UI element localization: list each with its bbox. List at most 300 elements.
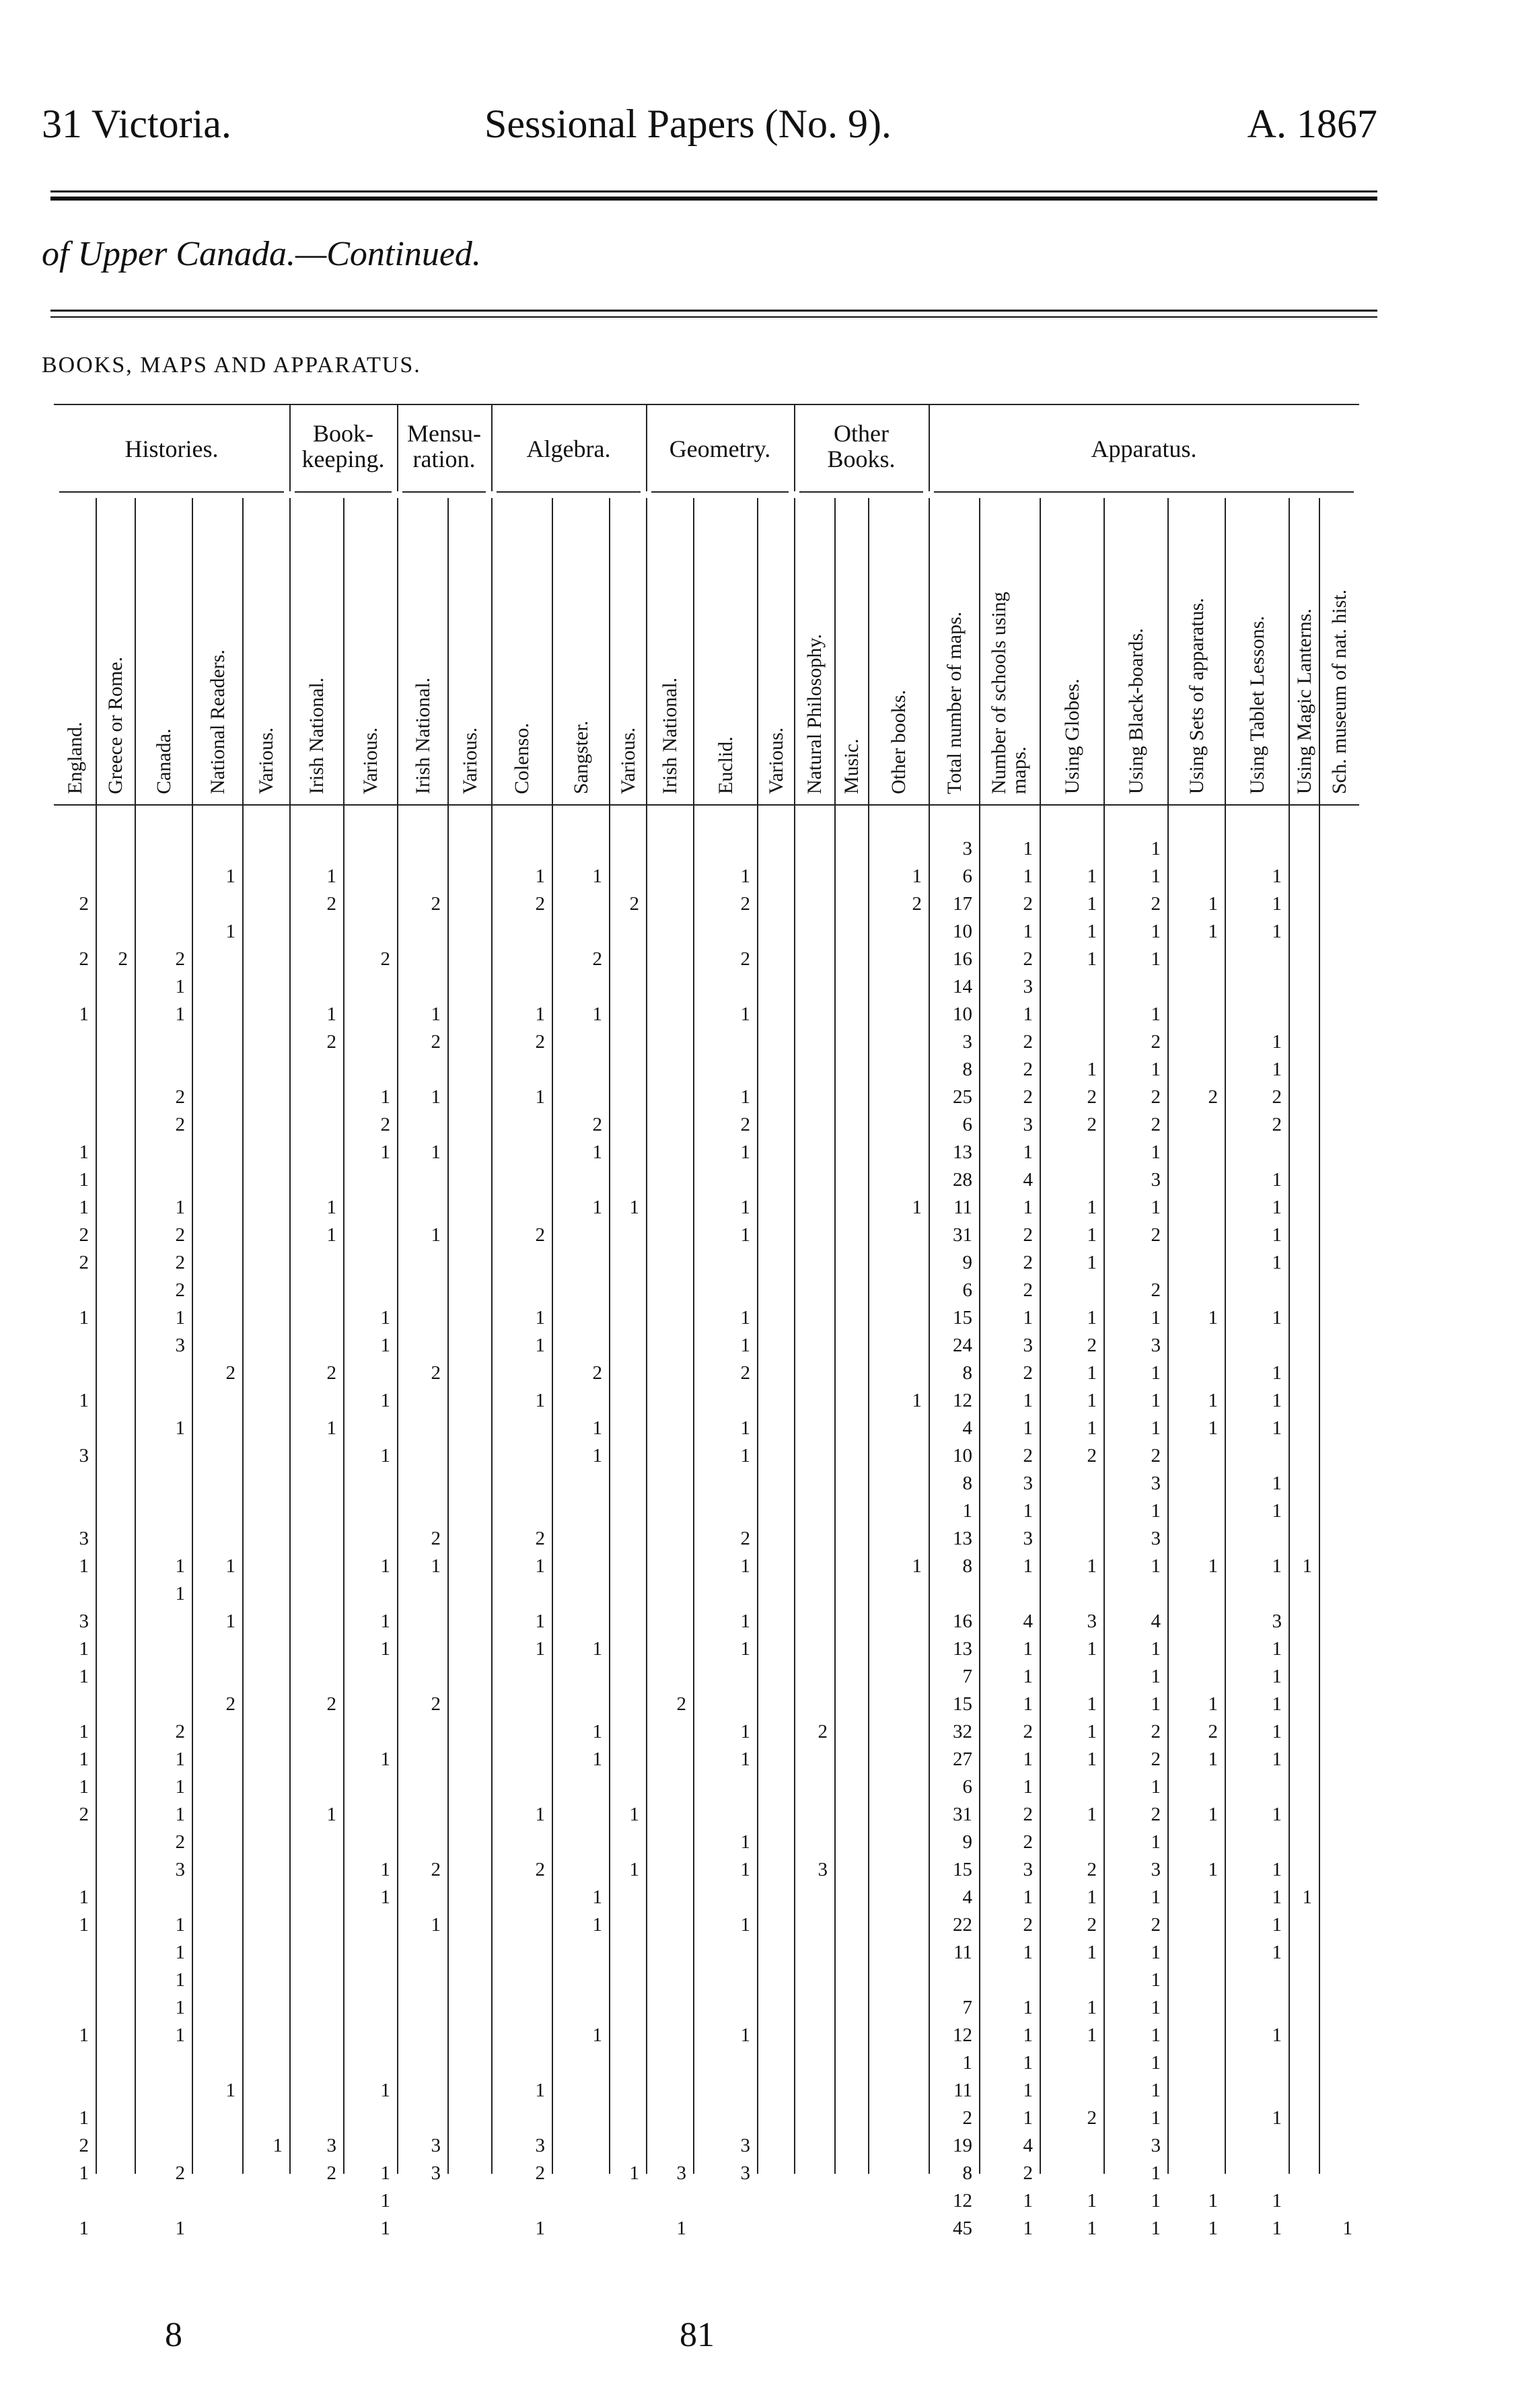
table-cell: 2 xyxy=(740,1114,750,1135)
table-cell: 1 xyxy=(1023,2218,1033,2239)
table-cell: 2 xyxy=(1023,1721,1033,1742)
table-cell: 1 xyxy=(175,1417,185,1439)
group-heading: Mensu- ration. xyxy=(407,420,481,472)
table-cell: 1 xyxy=(1151,2218,1161,2239)
column-heading: Using Tablet Lessons. xyxy=(1245,616,1268,794)
table-cell: 1 xyxy=(1151,1886,1161,1908)
table-cell: 2 xyxy=(535,1031,545,1053)
table-cell: 1 xyxy=(592,1141,602,1163)
table-cell: 1 xyxy=(592,1417,602,1439)
table-cell: 1 xyxy=(1151,1362,1161,1384)
table-cell: 1 xyxy=(1023,1942,1033,1963)
table-cell: 2 xyxy=(535,2162,545,2184)
table-cell: 1 xyxy=(175,1583,185,1604)
header-center: Sessional Papers (No. 9). xyxy=(484,102,892,146)
table-cell: 1 xyxy=(1151,1500,1161,1522)
table-cell: 2 xyxy=(1023,948,1033,970)
table-cell: 1 xyxy=(535,1086,545,1108)
table-cell: 2 xyxy=(1151,893,1161,915)
table-cell: 3 xyxy=(79,1528,89,1549)
column-heading: Natural Philosophy. xyxy=(803,633,826,794)
table-cell: 1 xyxy=(380,1445,390,1466)
table-cell: 2 xyxy=(175,1279,185,1301)
table-cell: 1 xyxy=(79,1390,89,1411)
column-heading: Various. xyxy=(255,727,277,794)
table-cell: 2 xyxy=(1151,1748,1161,1770)
table-cell: 2 xyxy=(740,1528,750,1549)
table-cell: 1 xyxy=(740,1417,750,1439)
table-cell: 1 xyxy=(1208,1693,1218,1715)
table-cell: 2 xyxy=(1023,893,1033,915)
header-left: 31 Victoria. xyxy=(42,102,231,146)
table-cell: 22 xyxy=(953,1914,972,1936)
table-cell: 2 xyxy=(1087,1086,1097,1108)
table-cell: 1 xyxy=(431,1555,441,1577)
table-cell: 2 xyxy=(1151,1914,1161,1936)
table-cell: 2 xyxy=(912,893,922,915)
table-cell: 2 xyxy=(1151,1279,1161,1301)
table-cell: 1 xyxy=(740,1748,750,1770)
table-cell: 1 xyxy=(740,1914,750,1936)
table-cell: 1 xyxy=(592,1721,602,1742)
group-divider xyxy=(397,404,398,491)
table-cell: 2 xyxy=(1272,1086,1282,1108)
table-cell: 3 xyxy=(175,1859,185,1880)
column-divider xyxy=(1289,498,1290,2174)
table-cell: 1 xyxy=(629,1804,639,1825)
table-cell: 1 xyxy=(1087,1224,1097,1246)
table-cell: 1 xyxy=(535,1804,545,1825)
table-cell: 1 xyxy=(1087,1804,1097,1825)
table-cell: 2 xyxy=(175,1721,185,1742)
table-cell: 1 xyxy=(1023,1638,1033,1660)
table-cell: 7 xyxy=(962,1997,972,2018)
table-cell: 1 xyxy=(740,1721,750,1742)
table-cell: 1 xyxy=(1151,2190,1161,2211)
table-cell: 1 xyxy=(1087,1942,1097,1963)
table-cell: 1 xyxy=(175,1003,185,1025)
table-cell: 1 xyxy=(1272,1169,1282,1191)
table-cell: 2 xyxy=(1087,1914,1097,1936)
table-cell: 1 xyxy=(535,1003,545,1025)
table-cell: 1 xyxy=(1272,893,1282,915)
table-cell: 1 xyxy=(175,1942,185,1963)
table-cell: 14 xyxy=(953,976,972,997)
column-heading: Using Magic Lanterns. xyxy=(1293,608,1315,794)
table-cell: 3 xyxy=(1023,1114,1033,1135)
table-cell: 2 xyxy=(740,893,750,915)
table-cell: 1 xyxy=(1272,1307,1282,1329)
table-cell: 1 xyxy=(175,976,185,997)
table-cell: 1 xyxy=(380,1086,390,1108)
column-heading: England. xyxy=(64,721,86,794)
table-cell: 1 xyxy=(1272,1638,1282,1660)
table-cell: 25 xyxy=(953,1086,972,1108)
table-cell: 1 xyxy=(1151,1969,1161,1991)
table-cell: 1 xyxy=(1023,1997,1033,2018)
table-cell: 2 xyxy=(326,1362,336,1384)
column-divider xyxy=(96,498,97,2174)
column-divider xyxy=(1319,498,1320,2174)
table-cell: 32 xyxy=(953,1721,972,1742)
table-cell: 1 xyxy=(629,2162,639,2184)
column-heading: Number of schools using maps. xyxy=(988,592,1030,794)
table-cell: 1 xyxy=(1272,1252,1282,1273)
table-cell: 1 xyxy=(431,1003,441,1025)
table-cell: 1 xyxy=(912,1555,922,1577)
table-cell: 1 xyxy=(1272,1224,1282,1246)
column-divider xyxy=(192,498,193,2174)
table-cell: 2 xyxy=(1087,1335,1097,1356)
table-cell: 2 xyxy=(326,1031,336,1053)
table-cell: 2 xyxy=(225,1362,235,1384)
table-cell: 8 xyxy=(962,2162,972,2184)
table-cell: 1 xyxy=(1272,1197,1282,1218)
table-cell: 2 xyxy=(175,1086,185,1108)
table-cell: 1 xyxy=(1151,2080,1161,2101)
table-cell: 3 xyxy=(1151,1335,1161,1356)
table-cell: 1 xyxy=(1023,838,1033,859)
group-divider xyxy=(929,404,930,491)
column-divider xyxy=(242,498,244,2174)
column-divider xyxy=(447,498,449,2174)
table-cell: 1 xyxy=(1272,1693,1282,1715)
table-cell: 1 xyxy=(1151,838,1161,859)
table-cell: 1 xyxy=(592,1197,602,1218)
table-cell: 11 xyxy=(953,1942,972,1963)
table-cell: 1 xyxy=(1208,893,1218,915)
table-cell: 1 xyxy=(1151,1307,1161,1329)
table-cell: 1 xyxy=(431,1224,441,1246)
table-cell: 1 xyxy=(1151,1693,1161,1715)
table-cell: 1 xyxy=(592,1748,602,1770)
table-cell: 2 xyxy=(118,948,128,970)
column-divider xyxy=(794,498,795,2174)
table-cell: 1 xyxy=(1023,2052,1033,2074)
column-heading: Music. xyxy=(840,738,863,794)
table-cell: 1 xyxy=(79,2107,89,2129)
table-cell: 1 xyxy=(175,1555,185,1577)
table-cell: 1 xyxy=(79,1307,89,1329)
table-cell: 1 xyxy=(1342,2218,1352,2239)
table-cell: 1 xyxy=(740,1307,750,1329)
table-cell: 1 xyxy=(1272,1721,1282,1742)
table-cell: 1 xyxy=(912,1197,922,1218)
table-cell: 1 xyxy=(1087,1417,1097,1439)
column-heading: Sangster. xyxy=(569,720,592,794)
table-cell: 2 xyxy=(535,1224,545,1246)
table-cell: 1 xyxy=(79,1776,89,1798)
table-cell: 1 xyxy=(1023,1003,1033,1025)
table-cell: 2 xyxy=(962,2107,972,2129)
table-cell: 2 xyxy=(1151,1086,1161,1108)
table-cell: 1 xyxy=(1272,2024,1282,2046)
group-underline xyxy=(59,491,284,493)
table-cell: 2 xyxy=(79,2135,89,2156)
table-cell: 1 xyxy=(592,1445,602,1466)
table-cell: 1 xyxy=(1151,1555,1161,1577)
table-cell: 1 xyxy=(740,2024,750,2046)
table-cell: 1 xyxy=(1272,1390,1282,1411)
table-cell: 1 xyxy=(1023,2024,1033,2046)
table-cell: 1 xyxy=(431,1086,441,1108)
table-cell: 1 xyxy=(740,1197,750,1218)
table-cell: 1 xyxy=(1023,1748,1033,1770)
table-cell: 1 xyxy=(592,1886,602,1908)
table-cell: 2 xyxy=(1023,1914,1033,1936)
table-cell: 4 xyxy=(1023,2135,1033,2156)
table-cell: 2 xyxy=(431,1693,441,1715)
table-cell: 2 xyxy=(79,948,89,970)
table-cell: 1 xyxy=(79,1914,89,1936)
table-cell: 2 xyxy=(1151,1445,1161,1466)
table-cell: 1 xyxy=(1151,865,1161,887)
table-cell: 2 xyxy=(676,1693,686,1715)
table-cell: 4 xyxy=(962,1886,972,1908)
table-cell: 11 xyxy=(953,2080,972,2101)
table-cell: 1 xyxy=(1023,1666,1033,1687)
table-cell: 1 xyxy=(1087,1555,1097,1577)
table-cell: 2 xyxy=(431,1031,441,1053)
table-cell: 3 xyxy=(962,1031,972,1053)
table-cell: 6 xyxy=(962,1114,972,1135)
table-cell: 1 xyxy=(1023,1197,1033,1218)
column-heading: Using Black-boards. xyxy=(1124,628,1147,794)
table-cell: 2 xyxy=(175,948,185,970)
group-heading: Geometry. xyxy=(669,435,771,462)
table-cell: 1 xyxy=(1087,1693,1097,1715)
table-cell: 2 xyxy=(1023,1224,1033,1246)
table-cell: 3 xyxy=(1023,1859,1033,1880)
table-cell: 1 xyxy=(740,1638,750,1660)
group-divider xyxy=(794,404,795,491)
table-cell: 1 xyxy=(273,2135,283,2156)
table-cell: 2 xyxy=(1087,1445,1097,1466)
table-cell: 1 xyxy=(79,1141,89,1163)
table-cell: 1 xyxy=(175,1914,185,1936)
table-cell: 1 xyxy=(326,1003,336,1025)
group-underline xyxy=(402,491,486,493)
table-cell: 1 xyxy=(1272,1886,1282,1908)
table-cell: 16 xyxy=(953,1610,972,1632)
table-cell: 1 xyxy=(535,1307,545,1329)
table-cell: 2 xyxy=(1023,1086,1033,1108)
table-cell: 1 xyxy=(535,2218,545,2239)
table-cell: 24 xyxy=(953,1335,972,1356)
table-cell: 2 xyxy=(380,948,390,970)
table-cell: 1 xyxy=(175,1997,185,2018)
table-cell: 2 xyxy=(535,893,545,915)
page-subtitle: of Upper Canada.—Continued. xyxy=(42,235,481,273)
table-cell: 1 xyxy=(79,1886,89,1908)
table-cell: 1 xyxy=(1087,1638,1097,1660)
group-heading: Histories. xyxy=(124,435,219,462)
table-cell: 2 xyxy=(431,1859,441,1880)
table-cell: 1 xyxy=(912,865,922,887)
table-cell: 1 xyxy=(1151,1831,1161,1853)
table-cell: 1 xyxy=(1151,1141,1161,1163)
column-heading: Using Sets of apparatus. xyxy=(1185,598,1208,794)
table-cell: 1 xyxy=(380,1335,390,1356)
column-divider xyxy=(609,498,610,2174)
column-heading: Irish National. xyxy=(305,677,328,794)
table-cell: 3 xyxy=(79,1610,89,1632)
table-cell: 1 xyxy=(1023,1693,1033,1715)
table-cell: 1 xyxy=(1151,1638,1161,1660)
table-cell: 3 xyxy=(326,2135,336,2156)
table-cell: 1 xyxy=(1272,2107,1282,2129)
table-cell: 2 xyxy=(1023,1831,1033,1853)
table-cell: 15 xyxy=(953,1859,972,1880)
column-heading: Canada. xyxy=(152,728,175,794)
table-cell: 1 xyxy=(1151,1059,1161,1080)
data-table xyxy=(54,0,1467,2408)
column-divider xyxy=(868,498,869,2174)
table-cell: 8 xyxy=(962,1362,972,1384)
table-cell: 16 xyxy=(953,948,972,970)
table-cell: 1 xyxy=(380,1638,390,1660)
group-underline xyxy=(497,491,641,493)
table-cell: 1 xyxy=(1023,1307,1033,1329)
table-cell: 1 xyxy=(1087,1390,1097,1411)
table-cell: 12 xyxy=(953,2024,972,2046)
table-cell: 1 xyxy=(1208,1804,1218,1825)
group-underline xyxy=(295,491,392,493)
table-cell: 1 xyxy=(175,2024,185,2046)
table-cell: 3 xyxy=(1151,1859,1161,1880)
table-cell: 1 xyxy=(225,2080,235,2101)
table-cell: 2 xyxy=(1023,1252,1033,1273)
table-cell: 1 xyxy=(326,1197,336,1218)
table-cell: 1 xyxy=(1023,1141,1033,1163)
table-cell: 1 xyxy=(1087,1307,1097,1329)
table-cell: 1 xyxy=(592,1638,602,1660)
table-cell: 1 xyxy=(1272,1942,1282,1963)
table-cell: 1 xyxy=(225,865,235,887)
group-underline xyxy=(799,491,923,493)
table-cell: 3 xyxy=(1272,1610,1282,1632)
table-cell: 1 xyxy=(535,865,545,887)
table-cell: 1 xyxy=(380,1748,390,1770)
table-cell: 1 xyxy=(380,2218,390,2239)
table-cell: 1 xyxy=(1302,1886,1312,1908)
table-cell: 3 xyxy=(962,838,972,859)
table-cell: 1 xyxy=(740,1335,750,1356)
table-cell: 1 xyxy=(225,1610,235,1632)
table-cell: 6 xyxy=(962,865,972,887)
table-cell: 1 xyxy=(535,1638,545,1660)
table-cell: 1 xyxy=(962,1500,972,1522)
table-cell: 1 xyxy=(225,921,235,942)
table-cell: 1 xyxy=(380,1610,390,1632)
table-cell: 1 xyxy=(1023,865,1033,887)
table-cell: 4 xyxy=(1023,1169,1033,1191)
table-cell: 1 xyxy=(175,1748,185,1770)
table-cell: 2 xyxy=(431,893,441,915)
table-cell: 1 xyxy=(535,2080,545,2101)
table-cell: 1 xyxy=(740,1141,750,1163)
table-cell: 3 xyxy=(818,1859,828,1880)
table-cell: 1 xyxy=(1023,921,1033,942)
table-cell: 1 xyxy=(740,1445,750,1466)
table-cell: 2 xyxy=(1023,2162,1033,2184)
table-cell: 1 xyxy=(962,2052,972,2074)
table-cell: 1 xyxy=(1272,1031,1282,1053)
table-cell: 12 xyxy=(953,2190,972,2211)
table-cell: 27 xyxy=(953,1748,972,1770)
table-cell: 1 xyxy=(1151,948,1161,970)
table-cell: 4 xyxy=(1023,1610,1033,1632)
table-cell: 1 xyxy=(79,1169,89,1191)
table-cell: 31 xyxy=(953,1804,972,1825)
column-divider xyxy=(834,498,836,2174)
table-cell: 1 xyxy=(1208,1859,1218,1880)
table-cell: 1 xyxy=(1272,1473,1282,1494)
table-cell: 1 xyxy=(1272,921,1282,942)
table-cell: 1 xyxy=(175,1776,185,1798)
column-heading: Various. xyxy=(458,727,481,794)
table-cell: 1 xyxy=(1023,1500,1033,1522)
table-cell: 2 xyxy=(326,2162,336,2184)
table-cell: 2 xyxy=(1151,1224,1161,1246)
table-cell: 1 xyxy=(1087,1252,1097,1273)
table-cell: 2 xyxy=(1023,1445,1033,1466)
table-cell: 8 xyxy=(962,1473,972,1494)
table-cell: 1 xyxy=(1208,921,1218,942)
table-cell: 1 xyxy=(1208,2218,1218,2239)
table-cell: 1 xyxy=(1272,2218,1282,2239)
column-heading: National Readers. xyxy=(206,649,229,794)
column-heading: Greece or Rome. xyxy=(104,656,126,794)
column-heading: Total number of maps. xyxy=(943,611,966,794)
group-underline xyxy=(651,491,789,493)
table-cell: 3 xyxy=(676,2162,686,2184)
table-cell: 1 xyxy=(740,865,750,887)
table-cell: 1 xyxy=(326,865,336,887)
table-cell: 1 xyxy=(740,1859,750,1880)
table-cell: 45 xyxy=(953,2218,972,2239)
group-divider xyxy=(289,404,291,491)
table-cell: 3 xyxy=(1151,2135,1161,2156)
table-cell: 1 xyxy=(1087,1748,1097,1770)
table-cell: 1 xyxy=(1087,1997,1097,2018)
column-divider xyxy=(646,498,647,2174)
table-cell: 1 xyxy=(740,1555,750,1577)
table-cell: 1 xyxy=(592,865,602,887)
column-divider xyxy=(1167,498,1169,2174)
table-cell: 1 xyxy=(1087,1362,1097,1384)
table-cell: 1 xyxy=(79,1748,89,1770)
group-heading: Book- keeping. xyxy=(301,420,385,472)
table-cell: 7 xyxy=(962,1666,972,1687)
table-cell: 13 xyxy=(953,1141,972,1163)
table-cell: 1 xyxy=(1087,948,1097,970)
table-cell: 3 xyxy=(1151,1169,1161,1191)
table-cell: 1 xyxy=(1272,1666,1282,1687)
table-cell: 1 xyxy=(1023,1776,1033,1798)
table-cell: 1 xyxy=(1087,2190,1097,2211)
table-cell: 1 xyxy=(1023,2080,1033,2101)
table-cell: 2 xyxy=(1151,1804,1161,1825)
table-cell: 1 xyxy=(740,1224,750,1246)
table-cell: 3 xyxy=(431,2135,441,2156)
table-cell: 1 xyxy=(1208,1307,1218,1329)
table-cell: 1 xyxy=(1151,2107,1161,2129)
table-cell: 1 xyxy=(1272,1555,1282,1577)
table-cell: 1 xyxy=(79,1003,89,1025)
table-cell: 2 xyxy=(1272,1114,1282,1135)
table-cell: 1 xyxy=(1087,1886,1097,1908)
